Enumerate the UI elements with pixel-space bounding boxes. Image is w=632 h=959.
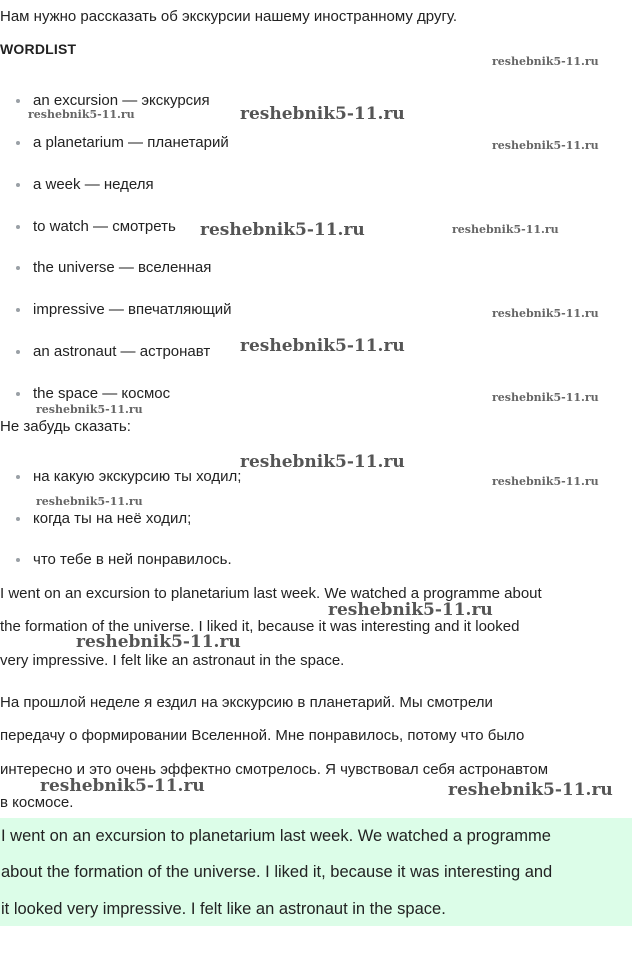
watermark: reshebnik5-11.ru	[448, 780, 613, 800]
watermark: reshebnik5-11.ru	[492, 55, 599, 68]
list-item: an excursion — экскурсия	[16, 92, 193, 110]
watermark: reshebnik5-11.ru	[40, 776, 205, 796]
paragraph-line: very impressive. I felt like an astronaut in the space.	[0, 652, 345, 669]
watermark: reshebnik5-11.ru	[492, 391, 599, 404]
watermark: reshebnik5-11.ru	[240, 104, 405, 124]
reminder-heading: Не забудь сказать:	[0, 418, 131, 435]
list-item: a week — неделя	[16, 176, 137, 194]
paragraph-line: интересно и это очень эффектно смотрелось. Я чувствовал себя астронавтом	[0, 761, 549, 778]
paragraph-line: передачу о формировании Вселенной. Мне понравилось, потому что было	[0, 727, 525, 744]
watermark: reshebnik5-11.ru	[328, 600, 493, 620]
list-item: the universe — вселенная	[16, 259, 194, 277]
list-item: что тебе в ней понравилось.	[16, 551, 215, 569]
watermark: reshebnik5-11.ru	[36, 495, 143, 508]
watermark: reshebnik5-11.ru	[492, 307, 599, 320]
watermark: reshebnik5-11.ru	[200, 220, 365, 240]
list-item: an astronaut — астронавт	[16, 343, 193, 361]
list-item: to watch — смотреть	[16, 218, 159, 236]
watermark: reshebnik5-11.ru	[36, 403, 143, 416]
paragraph-line: в космосе.	[0, 794, 74, 811]
watermark: reshebnik5-11.ru	[76, 632, 241, 652]
watermark: reshebnik5-11.ru	[492, 139, 599, 152]
highlight-line: about the formation of the universe. I liked it, because it was interesting and	[1, 863, 553, 881]
paragraph-line: I went on an excursion to planetarium last week. We watched a programme about	[0, 585, 542, 602]
list-item: на какую экскурсию ты ходил;	[16, 468, 224, 486]
watermark: reshebnik5-11.ru	[492, 475, 599, 488]
list-item: a planetarium — планетарий	[16, 134, 212, 152]
paragraph-line: the formation of the universe. I liked it, because it was interesting and it looked	[0, 618, 520, 635]
list-item: the space — космос	[16, 385, 153, 403]
highlight-line: I went on an excursion to planetarium last week. We watched a programme	[1, 827, 551, 845]
wordlist-heading: WORDLIST	[0, 41, 77, 57]
watermark: reshebnik5-11.ru	[452, 223, 559, 236]
list-item: impressive — впечатляющий	[16, 301, 215, 319]
watermark: reshebnik5-11.ru	[240, 336, 405, 356]
highlighted-answer	[0, 818, 632, 926]
highlight-line: it looked very impressive. I felt like an astronaut in the space.	[1, 900, 446, 918]
watermark: reshebnik5-11.ru	[240, 452, 405, 472]
paragraph-line: На прошлой неделе я ездил на экскурсию в планетарий. Мы смотрели	[0, 694, 493, 711]
list-item: когда ты на неё ходил;	[16, 510, 174, 528]
intro-text: Нам нужно рассказать об экскурсии нашему иностранному другу.	[0, 8, 458, 25]
watermark: reshebnik5-11.ru	[28, 108, 135, 121]
